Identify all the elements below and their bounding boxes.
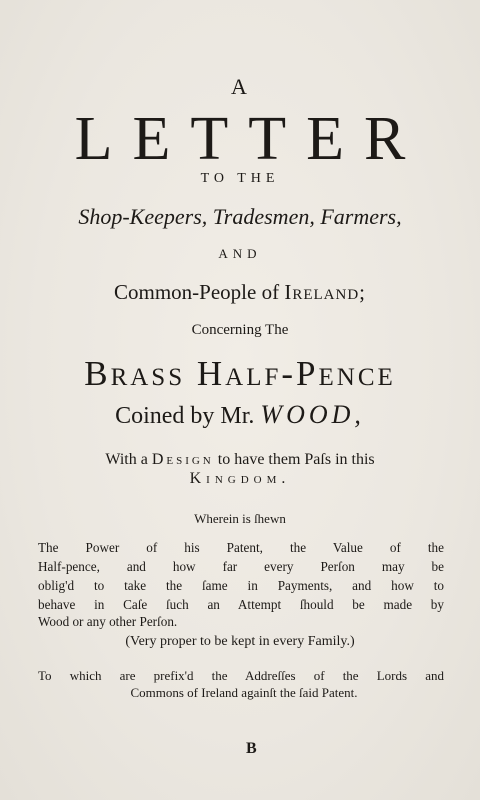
design-text-a: With a (105, 451, 152, 468)
prefix-paragraph (38, 667, 444, 685)
design-word: Design (151, 451, 214, 468)
and-word: AND (218, 246, 262, 261)
prefix-line-2: Commons of Ireland againſt the ſaid Patent. (130, 685, 358, 700)
proper-line: (Very proper to be kept in every Family.) (125, 634, 355, 649)
coined-by-text: Coined by Mr. (115, 403, 261, 429)
prefix-line: To which are prefix'd the Addreſſes of the Lords and (38, 668, 444, 683)
wood-name: WOOD, (260, 400, 365, 429)
power-line: oblig'd to take the ſame in Payments, and how to (38, 578, 444, 593)
power-line: The Power of his Patent, the Value of the (38, 540, 444, 555)
power-line: Half-pence, and how far every Perſon may be (38, 559, 444, 574)
kingdom-word: Kingdom. (189, 470, 291, 487)
common-people-line (0, 280, 480, 305)
power-last-line: Wood or any other Perſon. (38, 614, 178, 629)
power-line: behave in Caſe ſuch an Attempt ſhould be made by (38, 597, 444, 612)
design-line (0, 451, 480, 469)
to-the: TO THE (200, 171, 280, 186)
power-paragraph (38, 538, 444, 614)
concerning-line: Concerning The (191, 322, 289, 338)
design-text-b: to have them Paſs in this (213, 451, 375, 468)
signature-mark: B (246, 740, 257, 757)
title-letter: LETTER (74, 105, 426, 173)
addressees: Shop-Keepers, Tradesmen, Farmers, (78, 204, 402, 229)
common-people-text: Common-People of (114, 280, 285, 304)
wherein-line: Wherein is ſhewn (194, 511, 286, 526)
ireland-word: Ireland; (284, 280, 366, 304)
coined-by-line (0, 400, 480, 430)
article-a: A (231, 74, 249, 99)
brass-halfpence: Brass Half-Pence (84, 354, 396, 393)
